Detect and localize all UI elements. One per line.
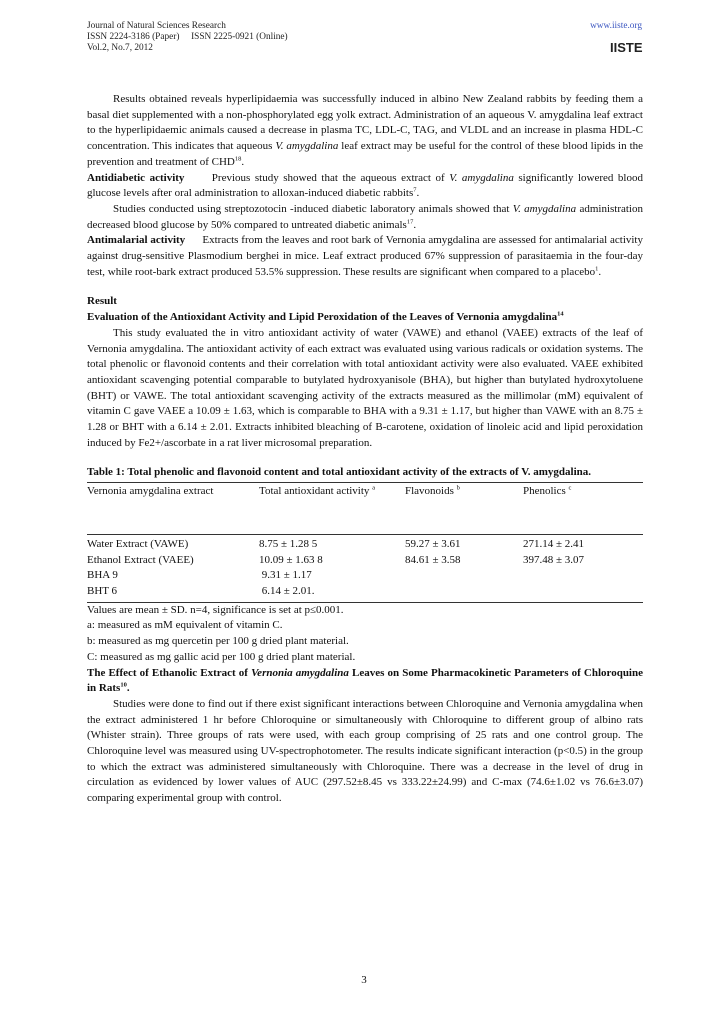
para-antimalarial: Antimalarial activity Extracts from the leaves and root bark of Vernonia amygdalina are assessed for antimalarial activity against drug-sensitive Plasmodium berghei in mice. Leaf extract produced 67% suppression of parasitaemia in the four-day test, while root-bark extract produced 53.5% suppression. These results are significant when compared to a placebo$^1$.	[87, 234, 643, 278]
table-header-cell: Total antioxidant activity $^a$	[259, 483, 405, 535]
para-streptozotocin: Studies conducted using streptozotocin -induced diabetic laboratory animals showed that V. amygdalina administration decreased blood glucose by 50% compared to untreated diabetic animals$^{17}$.	[87, 202, 643, 231]
volume-line: Vol.2, No.7, 2012	[87, 43, 153, 53]
table-caption: Table 1: Total phenolic and flavonoid content and total antioxidant activity of the extracts of V. amygdalina.	[87, 466, 592, 479]
antidiabetic-heading: Antidiabetic activity	[87, 171, 185, 184]
journal-url[interactable]: www.iiste.org	[590, 21, 642, 31]
table-cell: Ethanol Extract (VAEE)	[87, 553, 194, 566]
table-row	[87, 534, 643, 552]
table-cell: 6.14 ± 2.01.	[259, 584, 405, 602]
page-number: 3	[361, 974, 367, 986]
table-row	[87, 553, 643, 569]
table-header-cell: Flavonoids $^b$	[405, 483, 523, 535]
para-chloroquine: Studies were done to find out if there exist significant interactions between Chloroquine and Vernonia amygdalina when the extract administered 1 hr before Chloroquine or simultaneously with Chloroquine to different group of albino rats (Whister strain). Three groups of rats were used, with each group comprising of 25 rats and one control group. The Chloroquine level was measured using UV-spectrophotometer. The results indicate significant interaction (p<0.5) in the group to which the extract was administered simultaneously with Chloroquine. There was a decrease in the level of drug in circulation as evidenced by lower values of AUC (297.52±8.45 vs 333.22±24.99) and C-max (74.6±1.02 vs 76.6±3.07) comparing experimental group with control.	[87, 697, 643, 805]
table-cell: 10.09 ± 1.63 8	[259, 553, 323, 566]
table-note: Values are mean ± SD. n=4, significance is set at p≤0.001.	[87, 603, 344, 616]
table-note: C: measured as mg gallic acid per 100 g dried plant material.	[87, 650, 356, 663]
table-cell: 84.61 ± 3.58	[405, 553, 461, 566]
results-table	[87, 482, 643, 603]
table-header-row	[87, 483, 643, 535]
table-cell	[523, 584, 643, 602]
table-cell: 59.27 ± 3.61	[405, 537, 461, 550]
para-antidiabetic: Antidiabetic activity Previous study showed that the aqueous extract of V. amygdalina significantly lowered blood glucose levels after oral administration to alloxan-induced diabetic rabbits$^7$.	[87, 171, 643, 200]
table-cell	[523, 568, 643, 584]
table-cell: 271.14 ± 2.41	[523, 537, 585, 550]
table-header-cell: Phenolics $^c$	[523, 483, 643, 535]
iiste-logo	[609, 35, 643, 57]
table-note: a: measured as mM equivalent of vitamin C.	[87, 619, 283, 632]
table-cell: BHA 9	[87, 569, 118, 582]
issn-print: ISSN 2224-3186 (Paper)	[87, 32, 180, 42]
para-antioxidant: This study evaluated the in vitro antioxidant activity of water (VAWE) and ethanol (VAEE) extracts of the leaf of Vernonia amygdalina. The antioxidant activity of each extract was evaluated using various radicals or oxidation systems. The total phenolic or flavonoid contents and their correlation with total antioxidant activity were also evaluated. VAEE exhibited antioxidant scavenging potential comparable to butylated hydroxyanisole (BHA), but higher than butylated hydroxytoluene (BHT) or VAWE. The total antioxidant scavenging activity of the extracts measured as the millimolar (mM) equivalent of vitamin C gave VAEE a 10.09 ± 1.63, which is comparable to BHA with a 9.31 ± 1.17, but higher than VAWE with an 8.75 ± 1.28 or BHT with a 6.14 ± 2.01. Extracts inhibited bleaching of B-carotene, oxidation of linoleic acid and lipid peroxidation induced by Fe2+/ascorbate in a rat liver microsomal preparation.	[87, 326, 643, 449]
table-cell	[405, 584, 523, 602]
article-body	[87, 92, 643, 807]
antimalarial-heading: Antimalarial activity	[87, 234, 186, 247]
table-cell: BHT 6	[87, 584, 259, 602]
para-hyperlipidaemia: Results obtained reveals hyperlipidaemia was successfully induced in albino New Zealand rabbits by feeding them a basal diet supplemented with a non-phosphorylated egg yolk extract. Administration of an aqueous V. amygdalina leaf extract to the hyperlipidaemic animals caused a decrease in plasma TC, LDL-C, TAG, and VLDL and an increase in plasma HDL-C concentration. This indicates that aqueous V. amygdalina leaf extract may be useful for the control of these blood lipids in the prevention and treatment of CHD$^{18}$.	[87, 93, 644, 168]
issn-line	[87, 32, 288, 43]
table-note: b: measured as mg quercetin per 100 g dried plant material.	[87, 635, 349, 648]
table-cell: Water Extract (VAWE)	[87, 537, 189, 550]
table-row	[87, 584, 643, 602]
effect-heading: The Effect of Ethanolic Extract of Vernonia amygdalina Leaves on Some Pharmacokinetic Parameters of Chloroquine in Rats$^{10}$.	[87, 666, 643, 695]
logo-text: IISTE	[610, 40, 643, 55]
table-cell: 8.75 ± 1.28 5	[259, 537, 318, 550]
table-cell	[405, 568, 523, 584]
table-cell: 9.31 ± 1.17	[259, 569, 312, 582]
table-header-cell: Vernonia amygdalina extract	[87, 483, 259, 535]
antioxidant-subheading: Evaluation of the Antioxidant Activity and Lipid Peroxidation of the Leaves of Vernonia amygdalina$^{14}$	[87, 310, 564, 324]
issn-online: ISSN 2225-0921 (Online)	[191, 32, 288, 42]
journal-title: Journal of Natural Sciences Research	[87, 21, 226, 31]
result-heading: Result	[87, 295, 117, 308]
table-cell: 397.48 ± 3.07	[523, 553, 585, 566]
table-row	[87, 568, 643, 584]
